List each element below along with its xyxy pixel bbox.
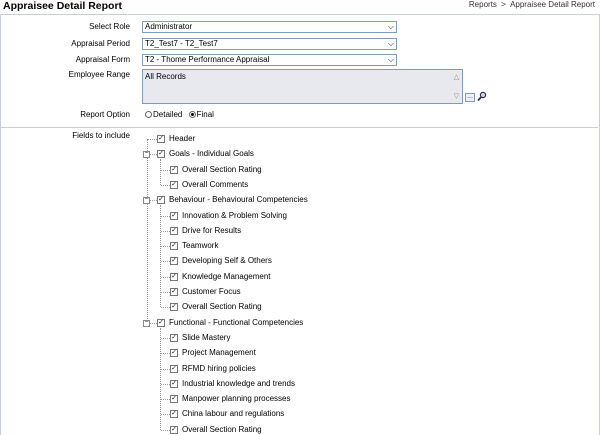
tree-checkbox[interactable] bbox=[170, 349, 178, 357]
tree-item-label[interactable]: Innovation & Problem Solving bbox=[182, 210, 287, 220]
tree-checkbox[interactable] bbox=[170, 334, 178, 342]
employee-range-label: Employee Range bbox=[68, 70, 130, 79]
tree-checkbox[interactable] bbox=[170, 365, 178, 373]
tree-connector-line bbox=[161, 246, 170, 247]
tree-connector-line bbox=[161, 185, 170, 186]
tree-checkbox[interactable] bbox=[170, 166, 178, 174]
tree-item-label[interactable]: Goals - Individual Goals bbox=[169, 149, 254, 159]
tree-item-label[interactable]: Knowledge Management bbox=[182, 271, 271, 281]
tree-connector-line bbox=[161, 292, 170, 293]
tree-checkbox[interactable] bbox=[157, 150, 165, 158]
tree-checkbox[interactable] bbox=[170, 426, 178, 434]
section-divider bbox=[1, 127, 598, 128]
tree-checkbox[interactable] bbox=[170, 380, 178, 388]
tree-checkbox[interactable] bbox=[170, 395, 178, 403]
chevron-down-icon: ⌵ bbox=[387, 55, 394, 64]
tree-checkbox[interactable] bbox=[170, 227, 178, 235]
tree-item-label[interactable]: Teamwork bbox=[182, 241, 219, 251]
tree-connector-line bbox=[147, 139, 148, 323]
tree-checkbox[interactable] bbox=[170, 257, 178, 265]
tree-item-label[interactable]: Overall Section Rating bbox=[182, 302, 262, 312]
tree-checkbox[interactable] bbox=[170, 242, 178, 250]
report-option-group bbox=[145, 110, 218, 119]
select-role-value: Administrator bbox=[145, 22, 193, 31]
radio-final[interactable] bbox=[189, 111, 196, 118]
collapse-toggle-icon[interactable]: − bbox=[144, 196, 149, 204]
tree-checkbox[interactable] bbox=[157, 319, 165, 327]
tree-connector-line bbox=[161, 231, 170, 232]
textarea-scrollbar[interactable] bbox=[452, 72, 461, 103]
tree-item-label[interactable]: Project Management bbox=[182, 348, 256, 358]
page-title: Appraisee Detail Report bbox=[3, 0, 123, 12]
report-option-label: Report Option bbox=[80, 110, 130, 119]
appraisal-form-label: Appraisal Form bbox=[75, 55, 130, 64]
select-role-dropdown[interactable] bbox=[142, 21, 397, 33]
tree-item-label[interactable]: Header bbox=[169, 134, 196, 143]
tree-checkbox[interactable] bbox=[170, 303, 178, 311]
tree-connector-line bbox=[161, 307, 170, 308]
tree-connector-line bbox=[161, 414, 170, 415]
breadcrumb-current: Appraisee Detail Report bbox=[510, 0, 595, 9]
appraisal-form-dropdown[interactable] bbox=[142, 54, 397, 66]
appraisal-period-label: Appraisal Period bbox=[71, 39, 130, 48]
tree-connector-line bbox=[160, 328, 161, 430]
employee-range-value: All Records bbox=[145, 72, 186, 81]
employee-range-textarea[interactable] bbox=[142, 69, 463, 104]
tree-connector-line bbox=[160, 159, 161, 185]
radio-final-label[interactable]: Final bbox=[196, 110, 214, 119]
tree-connector-line bbox=[161, 384, 170, 385]
tree-checkbox[interactable] bbox=[170, 212, 178, 220]
tree-item-label[interactable]: Manpower planning processes bbox=[182, 394, 291, 404]
tree-item-label[interactable]: China labour and regulations bbox=[182, 409, 285, 419]
tree-connector-line bbox=[161, 216, 170, 217]
collapse-toggle-icon[interactable]: − bbox=[144, 150, 149, 158]
appraisal-period-dropdown[interactable] bbox=[142, 38, 397, 50]
tree-connector-line bbox=[148, 139, 157, 140]
tree-checkbox[interactable] bbox=[157, 196, 165, 204]
fields-to-include-label: Fields to include bbox=[72, 131, 130, 140]
tree-item-label[interactable]: Behaviour - Behavioural Competencies bbox=[169, 195, 308, 205]
select-role-label: Select Role bbox=[89, 22, 130, 31]
tree-connector-line bbox=[161, 170, 170, 171]
browse-button[interactable]: ... bbox=[465, 93, 475, 102]
appraisal-period-value: T2_Test7 - T2_Test7 bbox=[145, 39, 218, 48]
scroll-up-icon[interactable]: △ bbox=[453, 74, 460, 81]
breadcrumb-separator: > bbox=[501, 0, 506, 9]
tree-connector-line bbox=[161, 353, 170, 354]
tree-connector-line bbox=[161, 277, 170, 278]
tree-checkbox[interactable] bbox=[170, 273, 178, 281]
tree-item-label[interactable]: Overall Section Rating bbox=[182, 424, 262, 434]
tree-item-label[interactable]: RFMD hiring policies bbox=[182, 363, 256, 373]
tree-checkbox[interactable] bbox=[170, 410, 178, 418]
tree-item-label[interactable]: Industrial knowledge and trends bbox=[182, 378, 295, 388]
collapse-toggle-icon[interactable]: − bbox=[144, 318, 149, 326]
tree-connector-line bbox=[161, 261, 170, 262]
scroll-down-icon[interactable]: ▽ bbox=[453, 93, 460, 100]
tree-item-label[interactable]: Customer Focus bbox=[182, 287, 241, 296]
tree-checkbox[interactable] bbox=[170, 181, 178, 189]
search-icon[interactable] bbox=[477, 91, 487, 102]
tree-item-label[interactable]: Functional - Functional Competencies bbox=[169, 317, 304, 327]
tree-connector-line bbox=[161, 399, 170, 400]
radio-detailed[interactable] bbox=[145, 111, 152, 118]
tree-checkbox[interactable] bbox=[157, 135, 165, 143]
tree-item-label[interactable]: Overall Section Rating bbox=[182, 164, 262, 174]
tree-item-label[interactable]: Overall Comments bbox=[182, 179, 249, 189]
chevron-down-icon: ⌵ bbox=[387, 39, 394, 48]
tree-checkbox[interactable] bbox=[170, 288, 178, 296]
tree-item-label[interactable]: Developing Self & Others bbox=[182, 256, 272, 266]
tree-connector-line bbox=[161, 430, 170, 431]
tree-connector-line bbox=[160, 205, 161, 307]
breadcrumb bbox=[468, 0, 596, 9]
appraisal-form-value: T2 - Thome Performance Appraisal bbox=[145, 55, 270, 64]
tree-connector-line bbox=[161, 338, 170, 339]
tree-item-label[interactable]: Drive for Results bbox=[182, 225, 242, 235]
breadcrumb-link-reports[interactable]: Reports bbox=[468, 0, 497, 9]
tree-item-label[interactable]: Slide Mastery bbox=[182, 332, 231, 342]
tree-connector-line bbox=[161, 369, 170, 370]
radio-detailed-label[interactable]: Detailed bbox=[153, 110, 183, 119]
chevron-down-icon: ⌵ bbox=[387, 22, 394, 31]
